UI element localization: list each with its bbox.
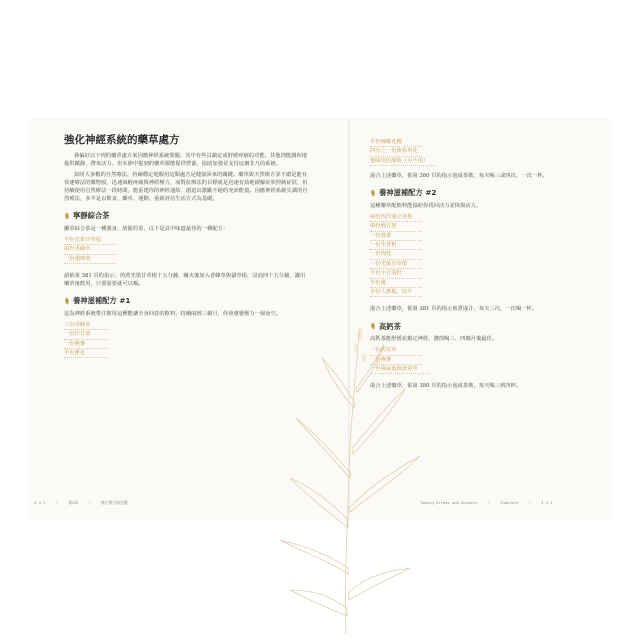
ingredient-list [370, 138, 594, 166]
section-heading-text: 寧靜綜合茶 [73, 211, 110, 221]
leaf-bullet-icon [64, 213, 70, 220]
ingredient-item: 一份馬尾草 [370, 346, 422, 355]
ingredient-item: 兩份西洋蒲公英根 [370, 213, 422, 222]
ingredient-item: 蜜味用的甜菊（可不用） [370, 157, 436, 166]
ingredient-item: 一份黃耆 [370, 232, 422, 241]
section-heading-text: 養神滋補配方 #2 [379, 188, 437, 198]
ingredient-item: 兩份香蜂草 [64, 245, 116, 254]
left-footer: 4 4 1 | 第5章 | 擁手壓力與焦慮 [34, 500, 128, 505]
page-number: 4 4 1 [541, 500, 553, 505]
section-heading [370, 323, 594, 331]
ingredient-item: 半份人蔘根、切片 [370, 288, 422, 297]
section-heading-text: 養神滋補配方 #1 [73, 296, 131, 306]
leaf-bullet-icon [370, 323, 376, 330]
ingredient-item: 半份辣椒花穗 [370, 138, 422, 147]
page-title: 強化神經系統的藥草處方 [64, 134, 180, 146]
ingredient-item: 一份燕麥 [64, 340, 108, 349]
ingredient-item: 半份小豆蔻籽 [370, 269, 422, 278]
section-instructions: 混合上述藥草，依第 380 頁的指示泡成茶飲，每天喝三到四杯。 [370, 383, 522, 390]
ingredient-item: 一份燕麥 [370, 356, 422, 365]
ingredient-item: 一份牛蒡根 [370, 241, 422, 250]
right-page [370, 136, 594, 393]
ingredient-item: 四分之一份黃春草花 [370, 147, 422, 156]
section-heading [64, 297, 308, 305]
book-spread [28, 118, 612, 520]
ingredient-list [370, 213, 594, 298]
section-intro: 高鈣茶能舒緩並鎮定神經，濃煎喝三、四個月後最佳。 [370, 335, 498, 342]
section-heading [64, 212, 308, 220]
ingredient-item: 半份薑 [370, 279, 422, 288]
ingredient-item: 一份肉桂 [370, 250, 422, 259]
ingredient-list [64, 236, 308, 264]
book-title: Taming Stress and Anxiety [420, 500, 478, 505]
section-intro: 雖草綜合茶是一種強身、放鬆的茶，以下是具中味道最佳的一種配方： [64, 225, 229, 232]
section-instructions: 混合上述藥草，依第 381 頁的指示煎煮成汁，每天三次，一次喝一杯。 [370, 306, 538, 313]
section-instructions: 請依第 381 頁的指示，煎煮光果甘草根十五分鐘，關火後加入香蜂草與貓草根，浸泡四十五分鐘，濾出藥草後飲用，只要需要就可以喝。 [64, 273, 306, 288]
ingredient-item: 半份光果甘草根 [64, 236, 116, 245]
section-intro: 這為神經系統帶注飲用這種能讓全身回春的飲料，持續兩到三個月，你會感覺壓力一掃而空。 [64, 310, 282, 317]
ingredient-item: 半份薰花 [64, 349, 108, 358]
leaf-bullet-icon [64, 298, 70, 305]
ingredient-list [64, 321, 308, 359]
ingredient-item: 一份蕁麻葉與黃春草 [370, 365, 430, 374]
leaf-bullet-icon [370, 190, 376, 197]
chapter-label: Chapter5 [500, 500, 519, 505]
ingredient-item: 三份香蜂草 [64, 321, 108, 330]
section-heading-text: 高鈣茶 [379, 321, 401, 331]
ingredient-item: 一份洋甘菊 [64, 330, 108, 339]
intro-paragraph: 我偏好以下列的藥草處方來因應神經系統問題，其中有些具鎮定或舒緩疼痛的功能，其他則能調和地提供鎮靜、帶來活力。但本節中提到的藥草都能提供營養，協助加強並支持這個非凡的系統。 [64, 153, 308, 168]
ingredient-item: 兩份刺五加 [370, 222, 422, 231]
page-number: 4 4 1 [34, 500, 46, 505]
section-intro: 這種藥草配飲料能協助你找回活力並恢復活力。 [370, 202, 482, 209]
chapter-label: 第5章 [68, 500, 79, 505]
section-instructions: 混合上述藥草，依第 380 頁的指示泡成茶飲，每天喝三或四次，一次一杯。 [370, 173, 548, 180]
section-heading [370, 189, 594, 197]
ingredient-list [370, 346, 594, 374]
chapter-title: 擁手壓力與焦慮 [101, 500, 128, 505]
ingredient-item: 一份貓薄荷 [64, 255, 116, 264]
left-page [64, 136, 308, 366]
ingredient-item: 一份光果甘草根 [370, 260, 422, 269]
right-footer: Taming Stress and Anxiety | Chapter5 | 4 4 1 [420, 500, 553, 505]
intro-paragraph: 如同大多數的自然療法，持續穩定地服用這類處方是健康回來的關鍵。藥草與天然療方並不總是能有快速療法的藥物般，迅速減輕疼痛與神經壓力，而對抗療法的目標就是迅速有效地緩解症狀控制症狀，但持續使用自然療法一段時間，能重建你的神經連結，創造出激勵不絕的充沛能量。因應神經系統失調的自然療法，多半是以飲食、藥草、運動、重新評估生活方式為基礎。 [64, 171, 308, 203]
